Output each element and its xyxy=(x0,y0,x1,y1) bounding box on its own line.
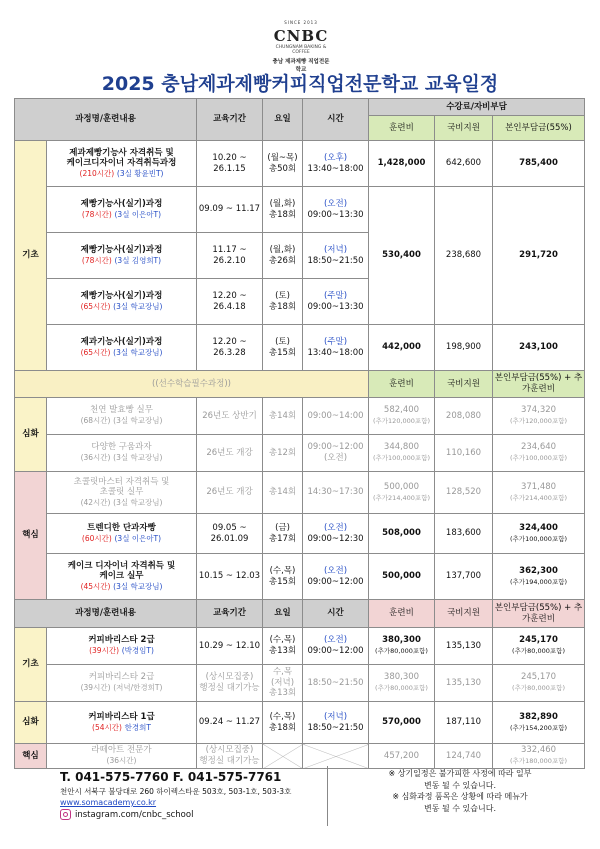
time: 09:00~13:30 xyxy=(307,209,364,220)
gov-support: 198,900 xyxy=(435,325,493,371)
header-fee-group: 수강료/자비부담 xyxy=(369,99,585,116)
table-row xyxy=(15,702,585,744)
category-basic: 기초 xyxy=(15,141,47,371)
time-label: (오전) xyxy=(323,635,348,646)
section-self: 본인부담금(55%) + 추가훈련비 xyxy=(493,600,585,628)
divider xyxy=(327,766,328,826)
course-title-2: 케이크디자이너 자격취득과정 xyxy=(66,158,177,169)
website-link[interactable]: www.somacademy.co.kr xyxy=(60,798,157,807)
day: 수,목 xyxy=(272,667,293,678)
time-label: (주말) xyxy=(323,336,348,347)
course-hours: (210시간) xyxy=(79,168,115,178)
section-label: ((선수학습필수과정)) xyxy=(15,371,369,398)
self-pay: 291,720 xyxy=(493,187,585,325)
course-instructor: (3실 학교장님) xyxy=(113,347,163,357)
gov-support: 137,700 xyxy=(435,554,493,600)
time-label: (오전) xyxy=(323,522,348,533)
section-gov: 국비지원 xyxy=(435,600,493,628)
course-hours: (36시간) xyxy=(106,756,137,765)
session-count: 총18회 xyxy=(268,301,297,312)
self-pay-note: (추가100,000포함) xyxy=(509,454,568,462)
time: 13:40~18:00 xyxy=(307,347,364,358)
session-count: 총18회 xyxy=(268,722,297,733)
category-core: 핵심 xyxy=(15,472,47,600)
self-pay: 382,890 xyxy=(519,711,558,722)
time: 18:50~21:50 xyxy=(307,255,364,266)
time: 09:00~14:00 xyxy=(303,398,369,435)
contact-info xyxy=(60,770,320,820)
time-label: (저녁) xyxy=(323,711,348,722)
category-basic: 기초 xyxy=(15,628,47,702)
note-line: ※ 심화과정 품목은 상황에 따라 메뉴가 xyxy=(392,792,528,802)
session-count: 총26회 xyxy=(268,255,297,266)
period-status: (상시모집중) xyxy=(205,672,254,683)
self-pay-note: (추가214,400포함) xyxy=(509,493,568,502)
course-instructor: (3실 이은아T) xyxy=(114,533,162,543)
self-pay: 234,640 xyxy=(520,442,557,453)
course-hours: (65시간) xyxy=(80,347,111,357)
session-count: 총18회 xyxy=(268,209,297,220)
self-pay: 371,480 xyxy=(520,481,557,492)
fee: 457,200 xyxy=(369,744,435,769)
gov-support: 135,130 xyxy=(435,665,493,702)
period-note: 행정실 대기가능 xyxy=(199,756,260,766)
course-hours: (39시간) xyxy=(80,683,111,692)
period-status: (상시모집중) xyxy=(205,745,254,756)
day: (월~목) xyxy=(267,152,298,163)
fee: 380,300 xyxy=(382,635,421,646)
time-label: (주말) xyxy=(323,290,348,301)
period: 10.20 ~ 26.1.15 xyxy=(197,141,263,187)
course-hours: (78시간) xyxy=(81,255,112,265)
header-day: 요일 xyxy=(263,99,303,141)
session-count: 총15회 xyxy=(268,347,297,358)
header-time: 시간 xyxy=(303,600,369,628)
time: 18:50~21:50 xyxy=(303,665,369,702)
day: (금) xyxy=(275,522,290,533)
self-pay-note: (추가80,000포함) xyxy=(512,647,565,655)
self-pay: 245,170 xyxy=(519,635,558,646)
phone-fax: T. 041-575-7760 F. 041-575-7761 xyxy=(60,770,282,784)
period: 10.29 ~ 12.10 xyxy=(197,628,263,665)
header-day: 요일 xyxy=(263,600,303,628)
time: 14:30~17:30 xyxy=(303,472,369,514)
note-line: ※ 상기일정은 불가피한 사정에 따라 일부 xyxy=(388,769,532,778)
header-self: 본인부담금(55%) xyxy=(493,116,585,141)
course-instructor: (3실 이은아T) xyxy=(114,209,162,219)
period: 12.20 ~ 26.3.28 xyxy=(197,325,263,371)
session-count: 총15회 xyxy=(268,576,297,587)
day: (수,목) xyxy=(269,565,296,576)
fee: 380,300 xyxy=(383,672,420,683)
logo-school-name: 충남 제과제빵 직업전문학교 xyxy=(272,59,330,73)
course-title-2: 초콜릿 실무 xyxy=(99,487,144,498)
header-tuition: 훈련비 xyxy=(369,116,435,141)
fee: 1,428,000 xyxy=(369,141,435,187)
course-hours: (45시간) xyxy=(80,581,111,591)
course-hours: (36시간) xyxy=(80,453,111,462)
self-pay-note: (추가120,000포함) xyxy=(509,417,568,425)
table-row xyxy=(15,744,585,769)
section-self: 본인부담금(55%) + 추가훈련비 xyxy=(493,371,585,398)
empty-cell xyxy=(263,744,303,769)
period: 26년도 개강 xyxy=(197,435,263,472)
fee-note: (추가100,000포함) xyxy=(372,454,431,462)
day: (토) xyxy=(275,290,290,301)
course-title: 케이크 디자이너 자격취득 및 xyxy=(67,560,176,571)
table-row xyxy=(15,628,585,665)
self-pay: 324,400 xyxy=(519,522,558,533)
time: 09:00~12:00 xyxy=(307,646,364,656)
gov-support: 238,680 xyxy=(435,187,493,325)
table-row xyxy=(15,187,585,233)
table-row xyxy=(15,398,585,435)
logo-mark: CNBC xyxy=(273,27,329,45)
time-label: (오후) xyxy=(323,152,348,163)
gov-support: 208,080 xyxy=(435,398,493,435)
course-title-2: 케이크 실무 xyxy=(99,571,144,582)
schedule-table xyxy=(14,98,585,769)
header-gov: 국비지원 xyxy=(435,116,493,141)
category-core: 핵심 xyxy=(15,744,47,769)
course-instructor: (3실 김영희T) xyxy=(114,255,162,265)
self-pay: 374,320 xyxy=(520,405,557,416)
course-instructor: (3실 학교장님) xyxy=(113,301,163,311)
day: (토) xyxy=(275,336,290,347)
category-deep: 심화 xyxy=(15,398,47,472)
course-title: 제과기능사(실기)과정 xyxy=(80,336,163,347)
course-instructor: (박경임T) xyxy=(121,646,154,655)
self-pay-note: (추가194,000포함) xyxy=(509,577,568,586)
table-row xyxy=(15,554,585,600)
course-title: 커피바리스타 2급 xyxy=(88,672,155,683)
period: 26년도 상반기 xyxy=(197,398,263,435)
day: (월,화) xyxy=(269,198,296,209)
session-count: 총14회 xyxy=(263,398,303,435)
logo-sub: CHUNGNAM BAKING & COFFEE xyxy=(275,45,327,55)
section-tuition: 훈련비 xyxy=(369,600,435,628)
notes xyxy=(330,768,590,814)
self-pay-note: (추가80,000포함) xyxy=(512,684,565,692)
fee: 442,000 xyxy=(369,325,435,371)
header-course: 과정명/훈련내용 xyxy=(15,600,197,628)
time: 09:00~12:00 xyxy=(307,576,364,587)
course-instructor: (저녁/한경희T) xyxy=(113,683,163,692)
fee: 344,800 xyxy=(383,442,420,453)
session-count: 총13회 xyxy=(268,646,297,656)
instagram-link[interactable] xyxy=(60,809,320,820)
gov-support: 187,110 xyxy=(435,702,493,744)
period-note: 행정실 대기가능 xyxy=(199,683,260,693)
course-instructor: (3실 학교장님) xyxy=(113,453,163,462)
day: (월,화) xyxy=(269,244,296,255)
course-title: 다양한 구움과자 xyxy=(91,442,152,453)
time-label: (오전) xyxy=(323,198,348,209)
course-hours: (54시간) xyxy=(92,722,122,732)
course-instructor: (3실 학교장님) xyxy=(113,416,163,425)
gov-support: 642,600 xyxy=(435,141,493,187)
time: 13:40~18:00 xyxy=(307,163,364,174)
time: 18:50~21:50 xyxy=(307,722,364,733)
instagram-handle: instagram.com/cnbc_school xyxy=(75,809,194,820)
session-count: 총50회 xyxy=(268,163,297,174)
time: 09:00~12:00 xyxy=(307,442,364,453)
course-title: 제빵기능사(실기)과정 xyxy=(80,290,163,301)
course-instructor: (3실 황윤빈T) xyxy=(116,168,164,178)
fee: 570,000 xyxy=(369,702,435,744)
fee-note: (추가80,000포함) xyxy=(375,684,428,692)
course-title: 제과제빵기능사 자격취득 및 xyxy=(69,147,174,158)
self-pay: 245,170 xyxy=(520,672,557,683)
fee-note: (추가120,000포함) xyxy=(372,417,431,425)
table-row xyxy=(15,665,585,702)
course-title: 제빵기능사(실기)과정 xyxy=(80,198,163,209)
time-label: (오전) xyxy=(323,453,348,463)
self-pay: 243,100 xyxy=(493,325,585,371)
day: (수,목) xyxy=(269,711,296,722)
period: 09.24 ~ 11.27 xyxy=(197,702,263,744)
course-title: 초콜릿마스터 자격취득 및 xyxy=(73,476,170,487)
header-period: 교육기간 xyxy=(197,600,263,628)
header-period: 교육기간 xyxy=(197,99,263,141)
table-row xyxy=(15,472,585,514)
note-line: 변동 될 수 있습니다. xyxy=(424,780,496,790)
self-pay-note: (추가180,000포함) xyxy=(509,757,568,765)
fee: 500,000 xyxy=(369,554,435,600)
fee: 582,400 xyxy=(383,405,420,416)
period: 10.15 ~ 12.03 xyxy=(197,554,263,600)
fee: 500,000 xyxy=(383,481,420,492)
time: 09:00~12:30 xyxy=(307,533,364,544)
course-title: 제빵기능사(실기)과정 xyxy=(80,244,163,255)
course-title: 천연 발효빵 실무 xyxy=(90,405,153,416)
course-hours: (65시간) xyxy=(80,301,111,311)
session-count: 총13회 xyxy=(268,688,297,699)
category-deep: 심화 xyxy=(15,702,47,744)
empty-cell xyxy=(303,744,369,769)
day-note: (저녁) xyxy=(270,677,295,688)
session-count: 총17회 xyxy=(268,533,297,544)
course-hours: (60시간) xyxy=(81,533,112,543)
course-title: 커피바리스타 2급 xyxy=(88,635,155,646)
time-label: (오전) xyxy=(323,565,348,576)
period: 26년도 개강 xyxy=(197,472,263,514)
gov-support: 124,740 xyxy=(435,744,493,769)
fee-note: (추가214,400포함) xyxy=(372,493,431,502)
self-pay: 332,460 xyxy=(520,745,557,756)
logo-since: SINCE 2013 xyxy=(284,20,318,25)
gov-support: 135,130 xyxy=(435,628,493,665)
course-instructor: (3실 학교장님) xyxy=(113,497,163,507)
day: (수,목) xyxy=(269,635,296,646)
course-instructor: 한경희T xyxy=(124,722,151,732)
fee-note: (추가80,000포함) xyxy=(375,647,428,655)
course-title: 라떼아트 전문가 xyxy=(91,745,152,756)
section-header-row xyxy=(15,371,585,398)
self-pay-note: (추가154,200포함) xyxy=(509,723,568,732)
gov-support: 128,520 xyxy=(435,472,493,514)
course-hours: (39시간) xyxy=(89,646,119,655)
self-pay: 362,300 xyxy=(519,565,558,576)
gov-support: 183,600 xyxy=(435,514,493,554)
school-logo xyxy=(270,20,332,73)
course-title: 커피바리스타 1급 xyxy=(88,711,155,722)
section-gov: 국비지원 xyxy=(435,371,493,398)
table-row xyxy=(15,435,585,472)
self-pay: 785,400 xyxy=(493,141,585,187)
instagram-icon xyxy=(60,809,71,820)
course-hours: (68시간) xyxy=(80,416,111,425)
session-count: 총14회 xyxy=(263,472,303,514)
table-row xyxy=(15,325,585,371)
fee: 530,400 xyxy=(369,187,435,325)
header-course: 과정명/훈련내용 xyxy=(15,99,197,141)
gov-support: 110,160 xyxy=(435,435,493,472)
course-hours: (42시간) xyxy=(80,497,111,507)
header-time: 시간 xyxy=(303,99,369,141)
self-pay-note: (추가100,000포함) xyxy=(509,534,568,543)
course-title: 트렌디한 단과자빵 xyxy=(87,522,156,533)
time-label: (저녁) xyxy=(323,244,348,255)
period: 12.20 ~ 26.4.18 xyxy=(197,279,263,325)
section-tuition: 훈련비 xyxy=(369,371,435,398)
session-count: 총12회 xyxy=(263,435,303,472)
coffee-header-row xyxy=(15,600,585,628)
note-line: 변동 될 수 있습니다. xyxy=(424,803,496,813)
period: 09.09 ~ 11.17 xyxy=(197,187,263,233)
period: 09.05 ~ 26.01.09 xyxy=(197,514,263,554)
address: 천안시 서북구 불당대로 260 하이렉스타운 503호, 503-1호, 503-3호 xyxy=(60,787,292,796)
table-row xyxy=(15,141,585,187)
course-hours: (78시간) xyxy=(81,209,112,219)
time: 09:00~13:30 xyxy=(307,301,364,312)
page-title: 2025 충남제과제빵커피직업전문학교 교육일정 xyxy=(101,73,499,95)
course-instructor: (3실 학교장님) xyxy=(113,581,163,591)
period: 11.17 ~ 26.2.10 xyxy=(197,233,263,279)
fee: 508,000 xyxy=(369,514,435,554)
table-row xyxy=(15,514,585,554)
